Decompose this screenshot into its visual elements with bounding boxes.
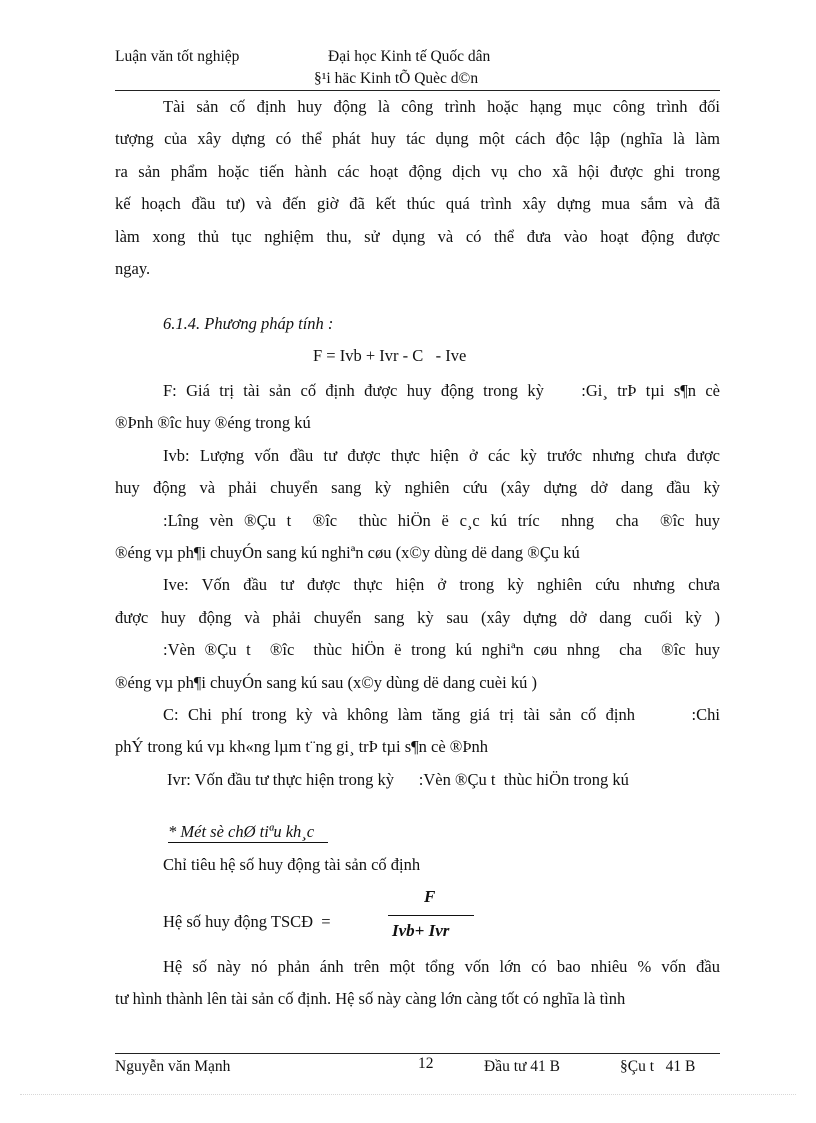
def-c-line: phÝ trong kú vµ kh«ng lµm t¨ng gi¸ trÞ tµi s¶n cè ®Þnh [115,737,489,757]
intro-line: kế hoạch đầu tư) và đến giờ đã kết thúc quá trình xây dựng mua sắm và đã [115,194,720,214]
def-ivb-line: Ivb: Lượng vốn đầu tư được thực hiện ở các kỳ trước nhưng chưa được [163,445,720,465]
header-left: Luận văn tốt nghiệp [115,48,240,65]
footer-class: Đầu tư 41 B [484,1058,560,1075]
def-f-line: F: Giá trị tài sản cố định được huy động trong kỳ :Gi¸ trÞ tµi s¶n cè [163,381,720,400]
other-indicators-title: * Mét sè chØ tiªu kh¸c [168,822,328,843]
intro-paragraph [115,91,720,285]
intro-line: tượng của xây dựng có thể phát huy tác dụng một cách độc lập (nghĩa là làm [115,129,720,149]
footer-rule [115,1053,720,1054]
def-ive-line: :Vèn ®Çu t ®îc thùc hiÖn ë trong kú nghiªn cøu nhng cha ®îc huy [163,640,720,660]
ratio-numerator: F [424,887,436,906]
intro-line: ngay. [115,259,151,279]
footer-author: Nguyễn văn Mạnh [115,1058,231,1075]
formula: F = Ivb + Ivr - C - Ive [313,346,467,365]
header-center-garbled: §¹i häc Kinh tÕ Quèc d©n [314,70,479,87]
def-ivb-line: ®éng vµ ph¶i chuyÓn sang kú nghiªn cøu (x©y dùng dë dang ®Çu kú [115,543,580,563]
intro-line: làm xong thủ tục nghiệm thu, sử dụng và có thể đưa vào hoạt động được [115,226,720,246]
section-title: 6.1.4. Phương pháp tính : [163,314,334,333]
intro-line: Tài sản cố định huy động là công trình hoặc hạng mục công trình đối [163,97,720,116]
def-ive-line: ®éng vµ ph¶i chuyÓn sang kú sau (x©y dùng dë dang cuèi kú ) [115,672,537,692]
indicator-title: Chỉ tiêu hệ số huy động tài sản cố định [163,855,421,874]
def-c-line: C: Chi phí trong kỳ và không làm tăng giá trị tài sản cố định :Chi [163,705,720,725]
def-ivb-line: :Lîng vèn ®Çu t ®îc thùc hiÖn ë c¸c kú tríc nhng cha ®îc huy [163,510,720,530]
ratio-label: Hệ số huy động TSCĐ = [163,912,331,931]
ratio-explanation [115,951,720,1016]
def-ivr-line: Ivr: Vốn đầu tư thực hiện trong kỳ :Vèn ®Çu t thùc hiÖn trong kú [167,769,629,789]
def-f-line: ®Þnh ®îc huy ®éng trong kú [115,413,311,433]
footer-class-garbled: §Çu t 41 B [620,1058,696,1075]
ratio-denominator: Ivb+ Ivr [392,921,450,940]
def-ive-line: được huy động và phải chuyển sang kỳ sau (xây dựng dở dang cuối kỳ ) [115,607,720,627]
explanation-line: tư hình thành lên tài sản cố định. Hệ số này càng lớn càng tốt có nghĩa là tình [115,989,626,1009]
page-edge-dots [20,1094,796,1095]
def-ive-line: Ive: Vốn đầu tư được thực hiện ở trong kỳ nghiên cứu nhưng chưa [163,575,720,595]
header-center: Đại học Kinh tế Quốc dân [328,48,491,65]
fraction-bar [388,915,474,916]
footer-page-number: 12 [418,1055,434,1072]
def-ivb-line: huy động và phải chuyển sang kỳ nghiên cứu (xây dựng dở dang đầu kỳ [115,478,720,498]
intro-line: ra sản phẩm hoặc tiến hành các hoạt động dịch vụ cho xã hội được ghi trong [115,161,720,181]
definitions-block [115,375,720,796]
explanation-line: Hệ số này nó phản ánh trên một tổng vốn lớn có bao nhiêu % vốn đầu [163,957,720,976]
